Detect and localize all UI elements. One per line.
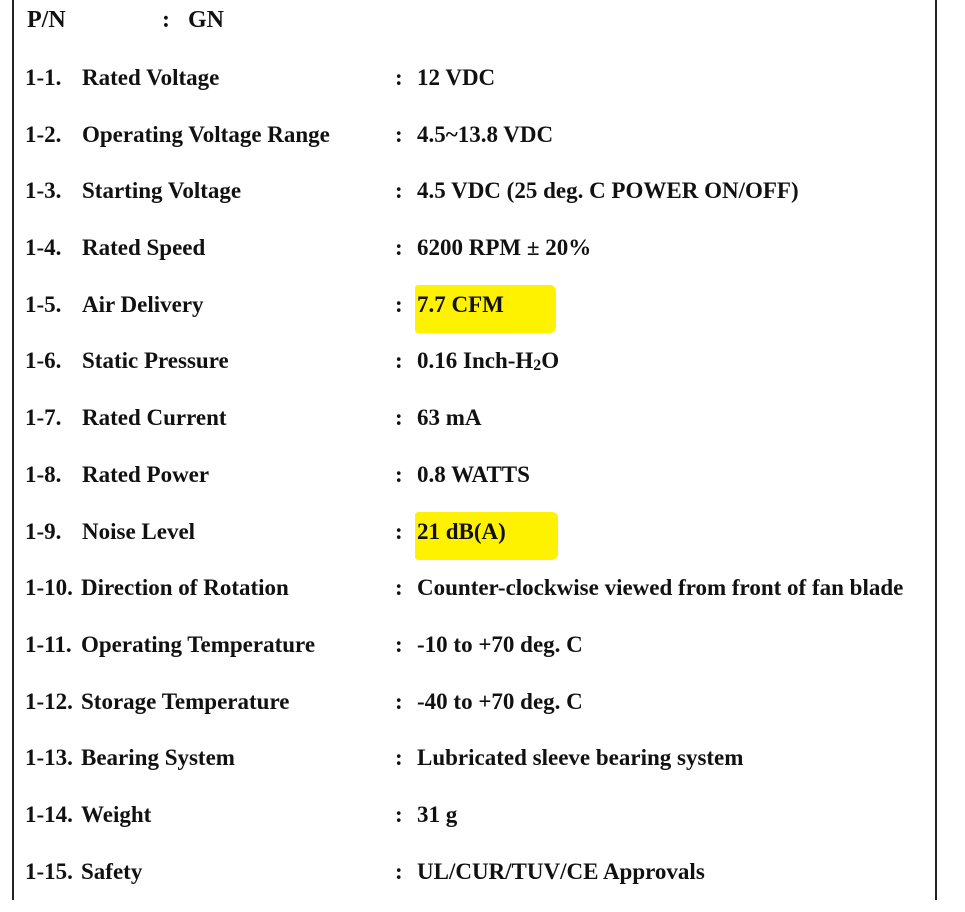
spec-colon: : — [395, 688, 403, 714]
spec-row-noise-level — [25, 516, 935, 573]
spec-row-rated-power — [25, 459, 935, 516]
spec-value-suffix: O — [541, 348, 560, 374]
part-number-label: P/N — [27, 7, 66, 33]
spec-row-static-pressure — [25, 345, 935, 402]
spec-value: Lubricated sleeve bearing system — [417, 745, 744, 771]
spec-label: Storage Temperature — [81, 688, 290, 714]
spec-colon: : — [395, 405, 403, 431]
spec-label: Rated Current — [82, 405, 227, 431]
spec-row-direction-of-rotation — [25, 572, 935, 629]
spec-label: Rated Power — [82, 461, 210, 487]
spec-value: 63 mA — [417, 405, 482, 431]
spec-value-prefix: 0.16 Inch-H — [417, 348, 534, 374]
spec-number: 1-7. — [25, 405, 62, 431]
spec-label: Rated Speed — [82, 235, 206, 261]
spec-number: 1-5. — [25, 291, 62, 317]
spec-label: Operating Temperature — [81, 631, 316, 657]
spec-colon: : — [395, 745, 403, 771]
spec-value: UL/CUR/TUV/CE Approvals — [417, 858, 705, 884]
spec-row-bearing-system — [25, 742, 935, 799]
spec-label: Rated Voltage — [82, 65, 220, 90]
part-number-value: GN — [188, 7, 224, 33]
spec-number: 1-2. — [25, 121, 62, 147]
spec-label: Direction of Rotation — [81, 575, 289, 601]
spec-value: 4.5~13.8 VDC — [417, 121, 554, 147]
spec-label: Safety — [81, 858, 143, 884]
spec-number: 1-15. — [25, 858, 73, 884]
spec-colon: : — [395, 461, 403, 487]
spec-number: 1-10. — [25, 575, 73, 601]
spec-number: 1-3. — [25, 178, 62, 204]
spec-colon: : — [395, 65, 403, 90]
spec-label: Noise Level — [82, 518, 196, 544]
spec-number: 1-11. — [25, 631, 72, 657]
spec-number: 1-12. — [25, 688, 73, 714]
spec-list — [25, 62, 935, 912]
spec-value: 31 g — [417, 801, 458, 827]
spec-number: 1-9. — [25, 518, 62, 544]
spec-label: Operating Voltage Range — [82, 121, 330, 147]
spec-row-weight — [25, 799, 935, 856]
spec-number: 1-8. — [25, 461, 62, 487]
spec-label: Bearing System — [81, 745, 235, 771]
spec-row-safety — [25, 856, 935, 912]
spec-colon: : — [395, 235, 403, 261]
spec-value: Counter-clockwise viewed from front of fan blade — [417, 575, 904, 601]
spec-value: -10 to +70 deg. C — [417, 631, 583, 657]
spec-row-starting-voltage — [25, 175, 935, 232]
part-number-colon: : — [162, 7, 170, 33]
spec-value: 0.8 WATTS — [417, 461, 530, 487]
spec-row-storage-temperature — [25, 686, 935, 743]
spec-number: 1-6. — [25, 348, 62, 374]
spec-label: Weight — [81, 801, 152, 827]
spec-value-subscript: 2 — [533, 357, 542, 375]
spec-row-rated-speed — [25, 232, 935, 289]
spec-number: 1-14. — [25, 801, 73, 827]
document-right-border — [935, 0, 937, 900]
spec-row-operating-voltage-range — [25, 119, 935, 176]
part-number-header — [27, 4, 224, 36]
spec-colon: : — [395, 178, 403, 204]
spec-label: Starting Voltage — [82, 178, 242, 204]
spec-row-air-delivery — [25, 289, 935, 346]
spec-colon: : — [395, 575, 403, 601]
spec-colon: : — [395, 291, 403, 317]
spec-colon: : — [395, 801, 403, 827]
spec-number: 1-4. — [25, 235, 62, 261]
spec-value — [417, 345, 559, 382]
spec-value: 12 VDC — [417, 65, 496, 90]
spec-value: 4.5 VDC (25 deg. C POWER ON/OFF) — [417, 178, 799, 204]
spec-row-operating-temperature — [25, 629, 935, 686]
spec-row-rated-voltage — [25, 62, 935, 119]
spec-value: -40 to +70 deg. C — [417, 688, 583, 714]
spec-colon: : — [395, 121, 403, 147]
spec-label: Static Pressure — [82, 348, 229, 374]
spec-number: 1-13. — [25, 745, 73, 771]
spec-colon: : — [395, 518, 403, 544]
spec-colon: : — [395, 631, 403, 657]
spec-value-highlighted: 21 dB(A) — [415, 512, 558, 560]
spec-colon: : — [395, 348, 403, 374]
spec-number: 1-1. — [25, 65, 62, 90]
spec-value: 6200 RPM ± 20% — [417, 235, 592, 261]
spec-row-rated-current — [25, 402, 935, 459]
spec-value-highlighted: 7.7 CFM — [415, 285, 556, 333]
document-left-border — [12, 0, 14, 900]
spec-label: Air Delivery — [82, 291, 204, 317]
spec-colon: : — [395, 858, 403, 884]
